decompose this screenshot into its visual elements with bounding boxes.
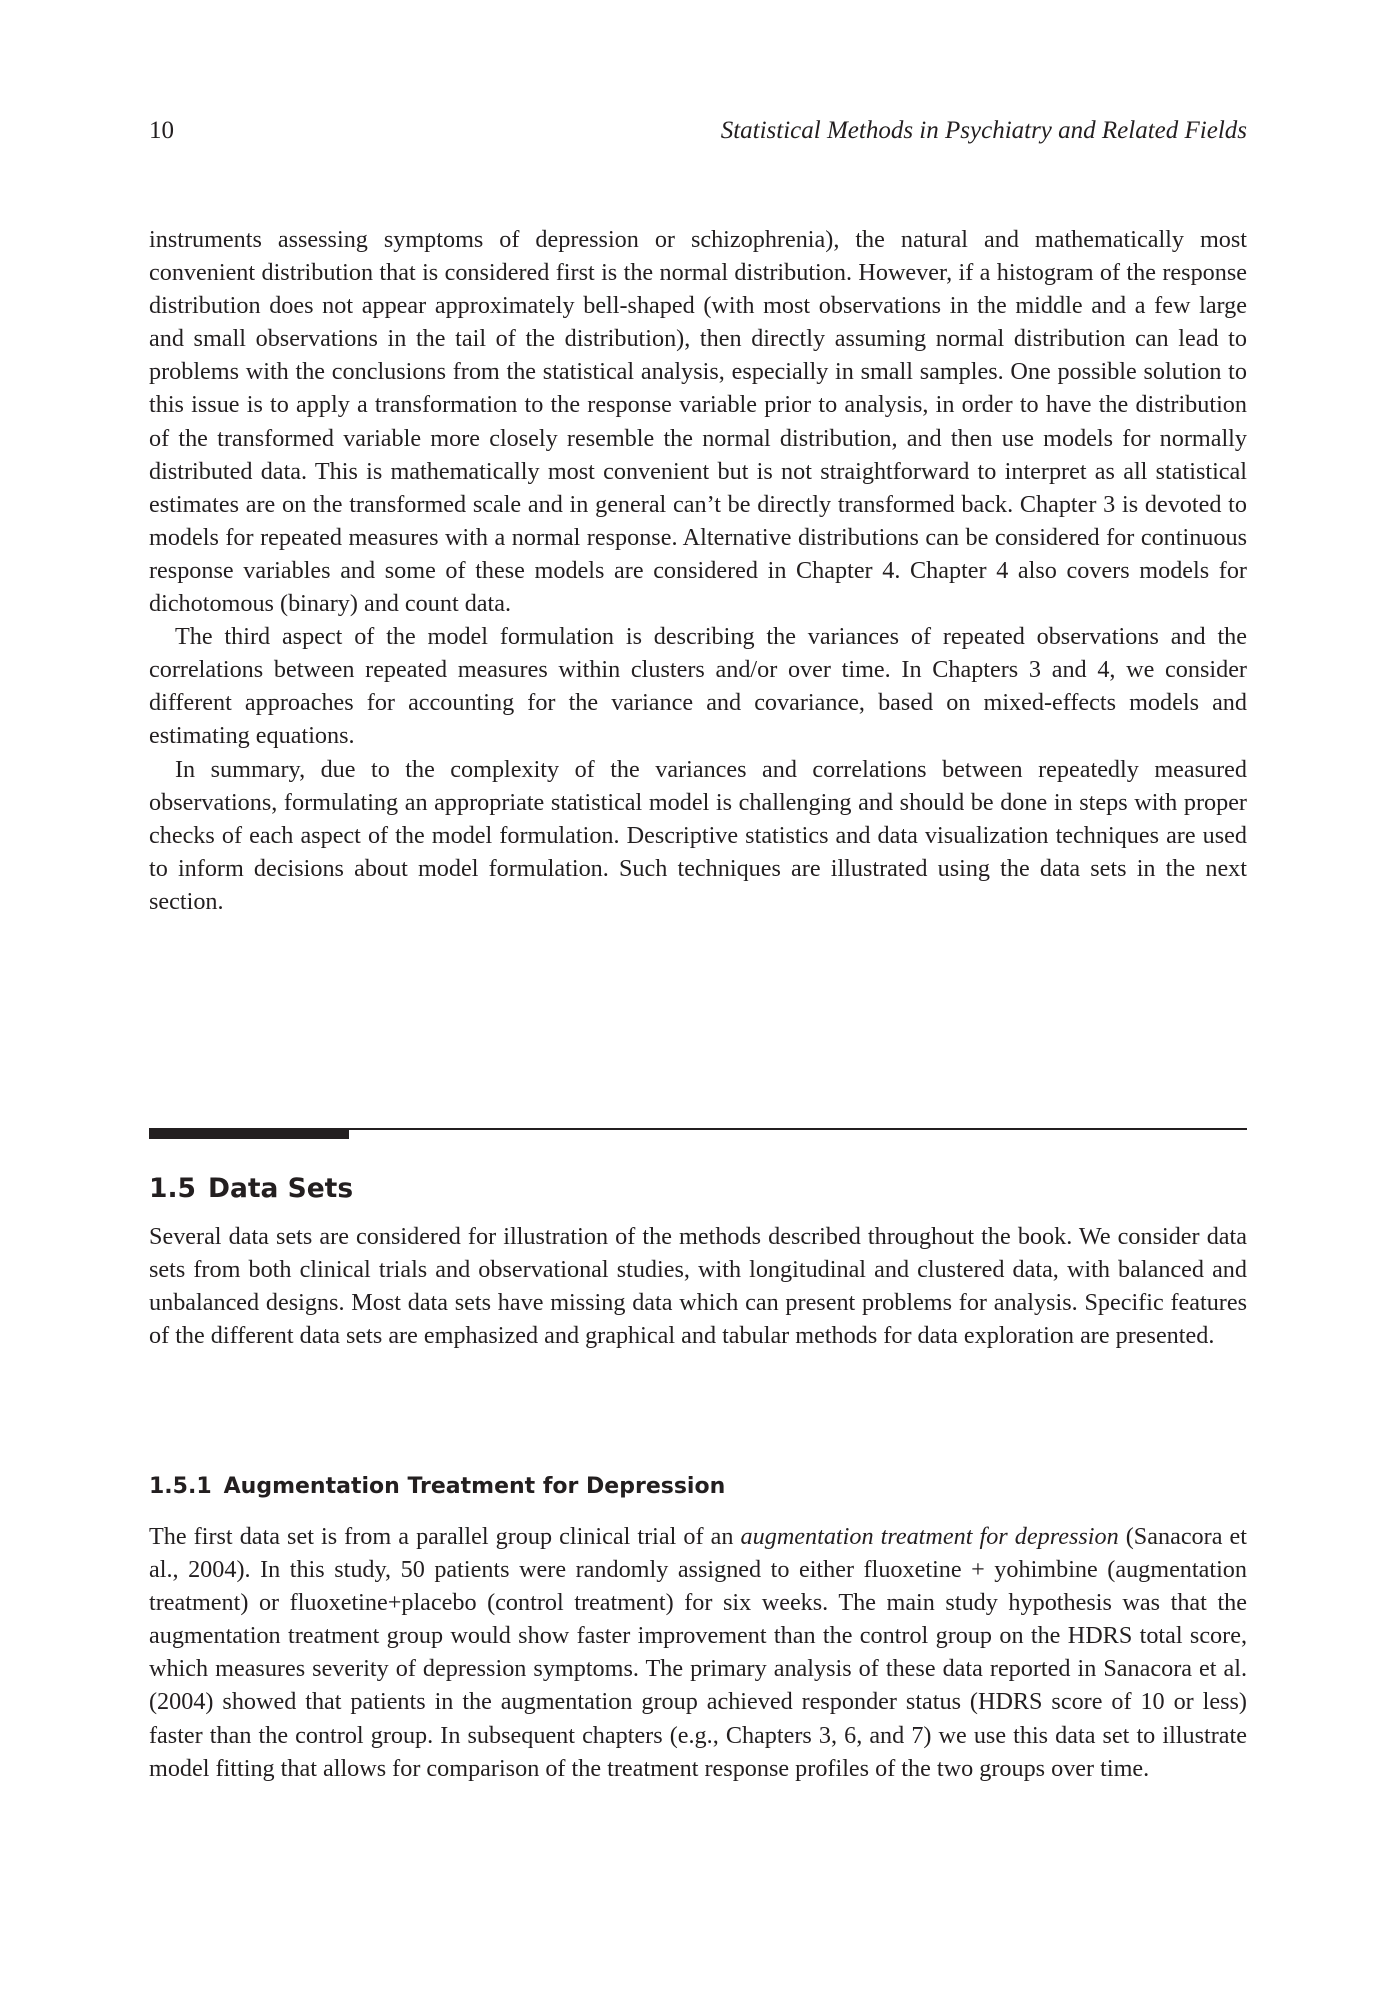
body-paragraph: Several data sets are considered for illustration of the methods described throughout the book. We consider data sets from both clinical trials and observational studies, with longitudinal and clustered data, with balanced and unbalanced designs. Most data sets have missing data which can present problems for analysis. Specific features of the different data sets are emphasized and graphical and tabular methods for data exploration are presented.	[149, 1223, 1247, 1350]
subsection-number: 1.5.1	[149, 1474, 212, 1499]
section-text-block	[149, 1220, 1247, 1352]
running-header	[149, 111, 1247, 151]
section-divider	[149, 1128, 1247, 1140]
section-divider-thick-bar	[149, 1129, 349, 1139]
subsection-title: Augmentation Treatment for Depression	[223, 1474, 726, 1499]
subsection-text-block	[149, 1520, 1247, 1785]
page-number: 10	[149, 117, 174, 144]
running-head-title: Statistical Methods in Psychiatry and Related Fields	[720, 117, 1247, 144]
body-paragraph	[149, 1520, 1247, 1785]
paragraph-text: (Sanacora et al., 2004). In this study, 50 patients were randomly assigned to either fluoxetine + yohimbine (augmentation treatment) or fluoxetine+placebo (control treatment) for six weeks. The main study hypothesis was that the augmentation treatment group would show faster improvement than the control group on the HDRS total score, which measures severity of depression symptoms. The primary analysis of these data reported in Sanacora et al. (2004) showed that patients in the augmentation group achieved responder status (HDRS score of 10 or less) faster than the control group. In subsequent chapters (e.g., Chapters 3, 6, and 7) we use this data set to illustrate model fitting that allows for comparison of the treatment response profiles of the two groups over time.	[149, 1523, 1247, 1782]
body-paragraph: The third aspect of the model formulation is describing the variances of repeated observations and the correlations between repeated measures within clusters and/or over time. In Chapters 3 and 4, we consider different approaches for accounting for the variance and covariance, based on mixed-effects models and estimating equations.	[149, 623, 1247, 750]
subsection-heading	[149, 1470, 725, 1504]
continued-text-block	[149, 223, 1247, 918]
body-paragraph: instruments assessing symptoms of depression or schizophrenia), the natural and mathematically most convenient distribution that is considered first is the normal distribution. However, if a histogram of the response distribution does not appear approximately bell-shaped (with most observations in the middle and a few large and small observations in the tail of the distribution), then directly assuming normal distribution can lead to problems with the conclusions from the statistical analysis, especially in small samples. One possible solution to this issue is to apply a transformation to the response variable prior to analysis, in order to have the distribution of the transformed variable more closely resemble the normal distribution, and then use models for normally distributed data. This is mathematically most convenient but is not straightforward to interpret as all statistical estimates are on the transformed scale and in general can’t be directly transformed back. Chapter 3 is devoted to models for repeated measures with a normal response. Alternative distributions can be considered for continuous response variables and some of these models are considered in Chapter 4. Chapter 4 also covers models for dichotomous (binary) and count data.	[149, 226, 1247, 618]
section-title: Data Sets	[207, 1173, 354, 1204]
body-paragraph: In summary, due to the complexity of the variances and correlations between repeatedly measured observations, formulating an appropriate statistical model is challenging and should be done in steps with proper checks of each aspect of the model formulation. Descriptive statistics and data visualization techniques are used to inform decisions about model formulation. Such techniques are illustrated using the data sets in the next section.	[149, 755, 1247, 915]
section-heading	[149, 1169, 353, 1209]
section-number: 1.5	[149, 1173, 196, 1204]
emphasized-term: augmentation treatment for depression	[740, 1523, 1119, 1550]
paragraph-text: The first data set is from a parallel group clinical trial of an	[149, 1523, 741, 1550]
